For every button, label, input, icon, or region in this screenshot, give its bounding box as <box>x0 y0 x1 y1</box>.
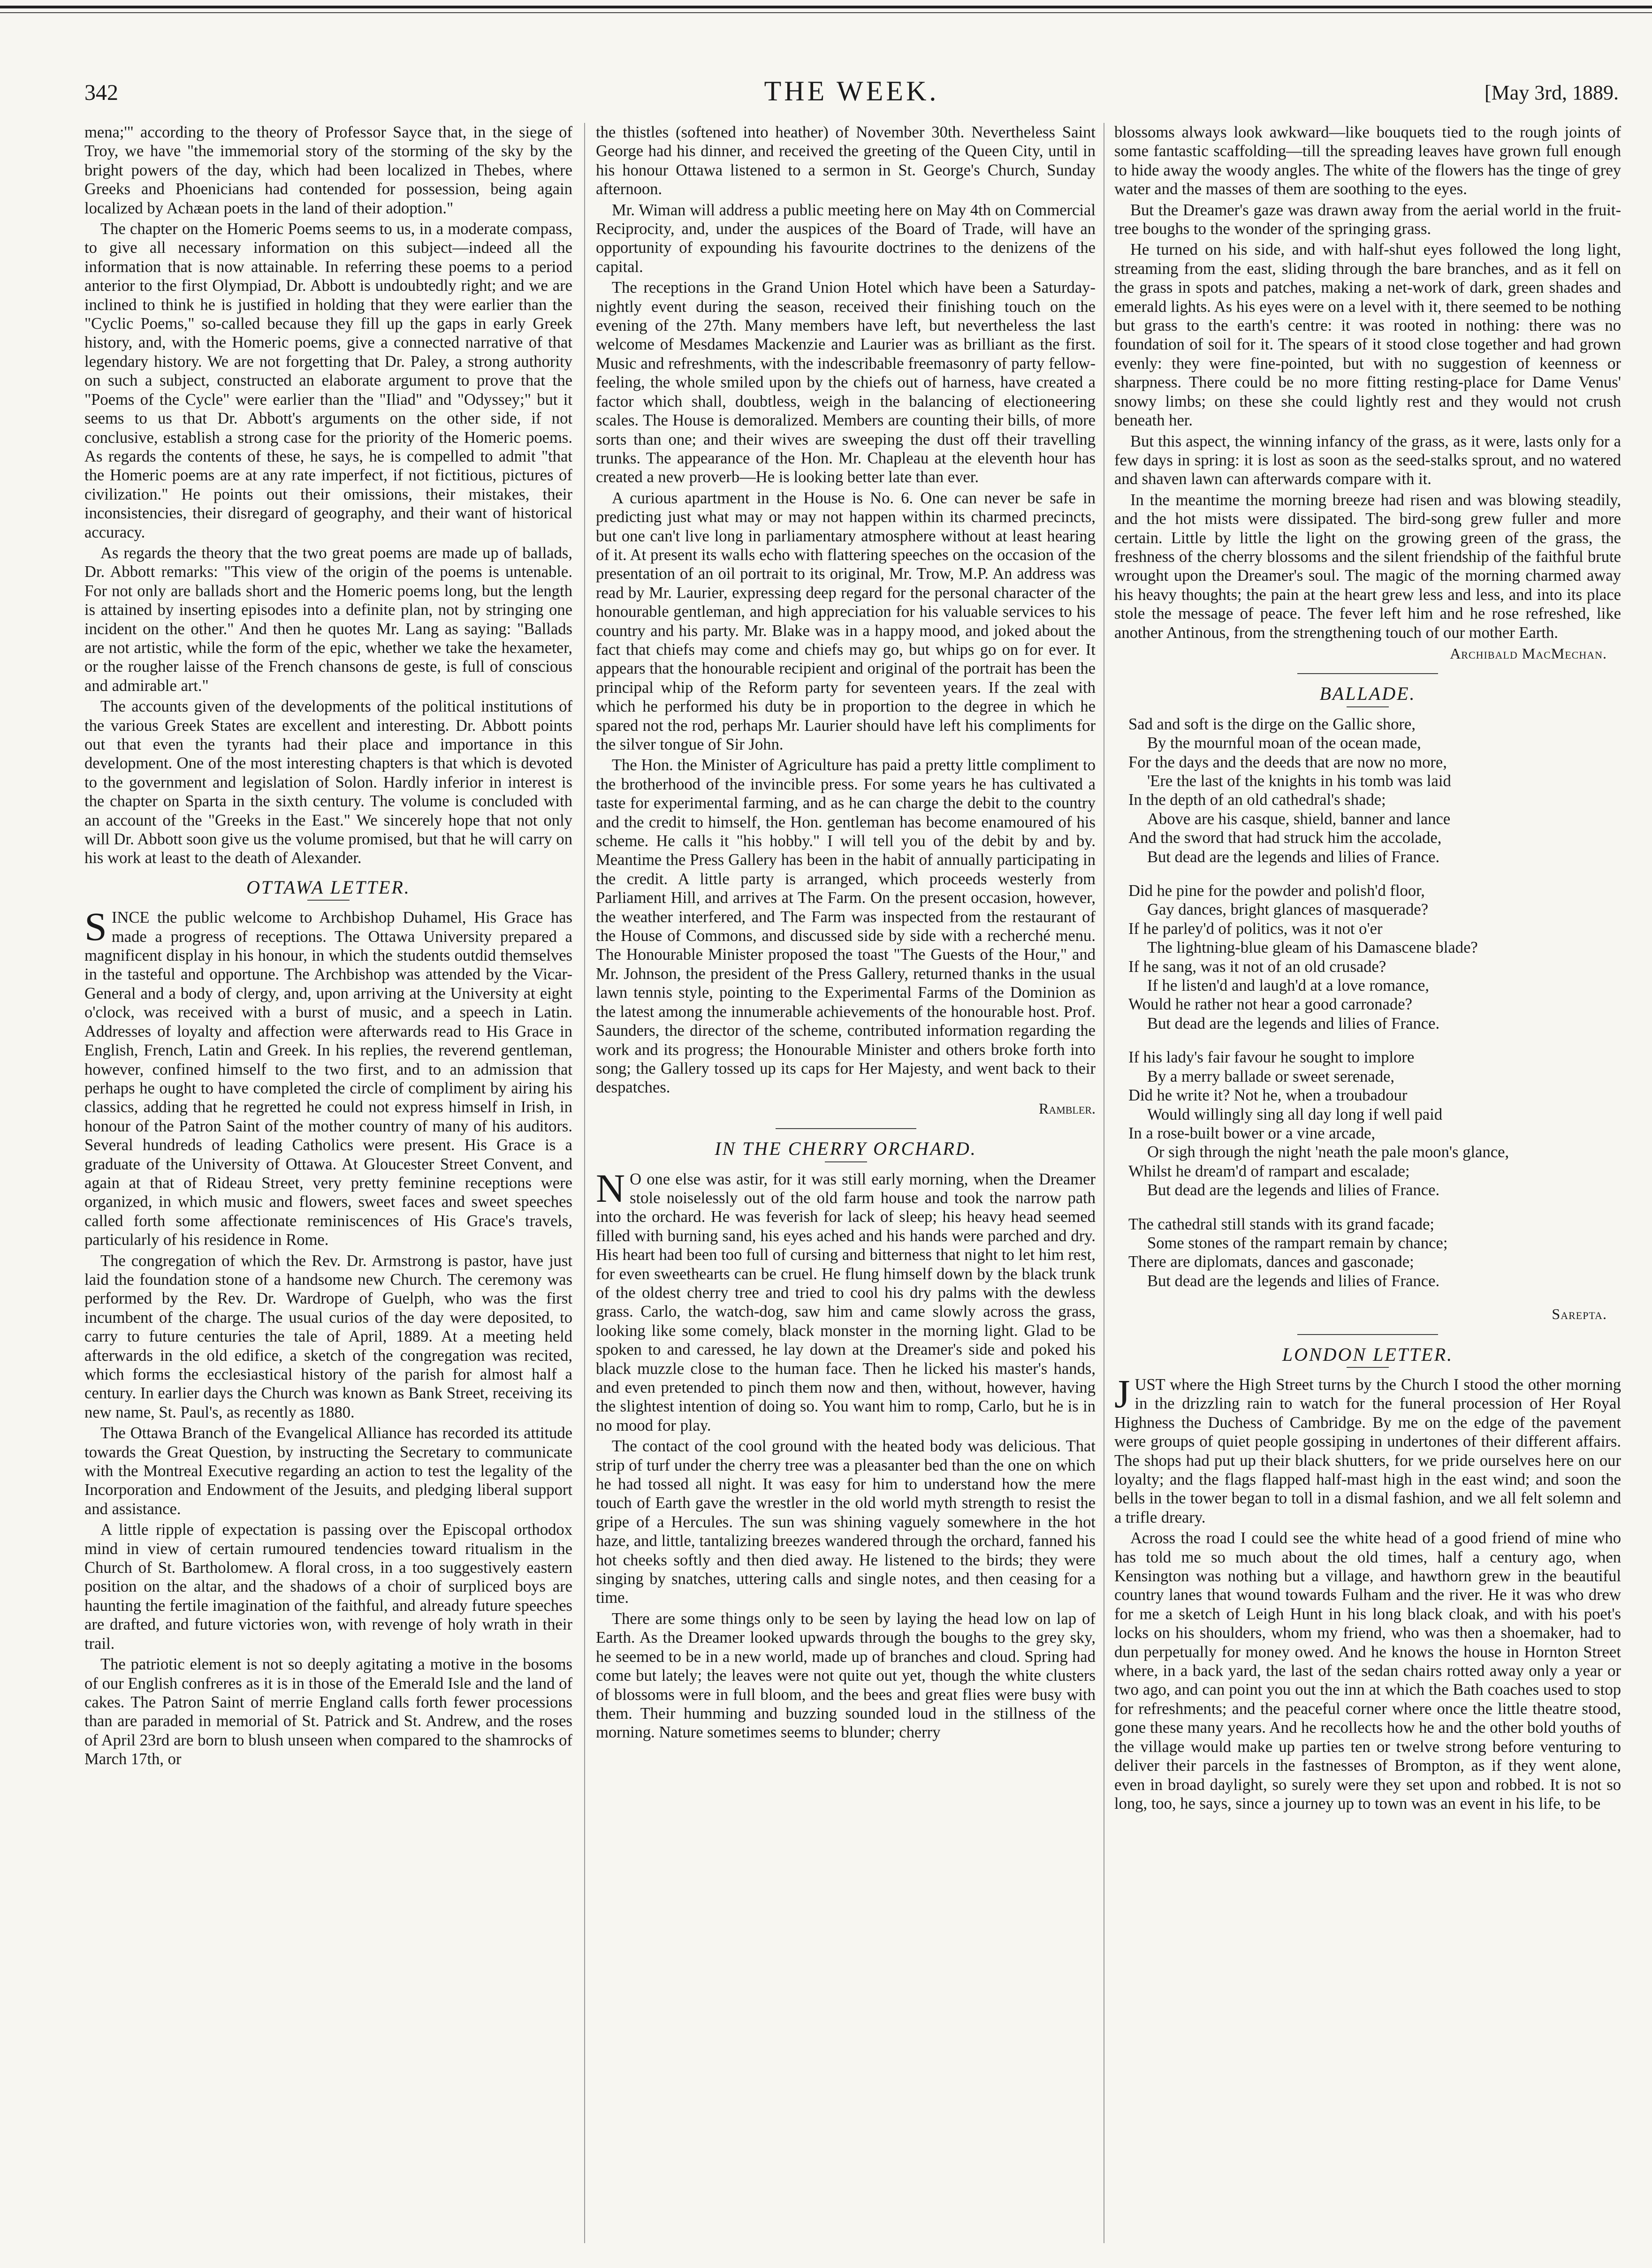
paragraph: The patriotic element is not so deeply agitating a motive in the bosoms of our English confreres as it is in those of the Emerald Isle and the land of cakes. The Patron Saint of merrie England calls forth fewer processions than are paraded in memorial of St. Patrick and St. Andrew, and the roses of April 23rd are born to blush unseen when compared to the shamrocks of March 17th, or <box>84 1655 572 1768</box>
cherry-orchard-title: IN THE CHERRY ORCHARD. <box>715 1138 977 1160</box>
poem-line: Sad and soft is the dirge on the Gallic shore, <box>1128 715 1416 733</box>
drop-cap: J <box>1114 1371 1130 1416</box>
poem-line: The cathedral still stands with its grand facade; <box>1128 1215 1434 1233</box>
poem-line: 'Ere the last of the knights in his tomb was laid <box>1147 772 1451 790</box>
poem-line: Gay dances, bright glances of masquerade? <box>1147 901 1429 919</box>
signature-rambler: Rambler. <box>1038 1100 1096 1117</box>
paragraph-text: O one else was astir, for it was still early morning, when the Dreamer stole noiselessly out of the old farm house and took the narrow path into the orchard. He was feverish for lack of sleep; his heavy head seemed filled with burning sand, his eyes ached and his hands were parched and dry. His heart had been too full of cursing and bitterness that night to let him rest, for even sweethearts can be cruel. He flung himself down by the black trunk of the oldest cherry tree and tried to cool his dry palms with the dewless grass. Carlo, the watch-dog, saw him and came slowly across the grass, looking like some comely, black monster in the morning light. Glad to be spoken to and caressed, he lay down at the Dreamer's side and poked his black muzzle close to the human face. Then he licked his master's hands, and even pretended to pinch them now and then, without, however, having the slightest intention of doing so. You want him to romp, Carlo, but he is in no mood for play. <box>596 1170 1096 1434</box>
title-rule <box>1347 1367 1389 1368</box>
issue-date: [May 3rd, 1889. <box>1485 81 1619 104</box>
top-border-rule <box>0 6 1652 8</box>
paragraph: blossoms always look awkward—like bouquets tied to the rough joints of some fantastic scaffolding—till the spreading leaves have grown full enough to hide away the woody angles. The white of the flowers has the tinge of grey water and the masses of them are soothing to the eyes. <box>1114 123 1621 198</box>
london-letter-title: LONDON LETTER. <box>1282 1343 1454 1365</box>
poem-line: If his lady's fair favour he sought to implore <box>1128 1048 1415 1067</box>
paragraph: Mr. Wiman will address a public meeting here on May 4th on Commercial Reciprocity, and, under the auspices of the Board of Trade, will have an opportunity of expounding his favourite doctrines to the denizens of the capital. <box>596 201 1096 276</box>
poem-line: By a merry ballade or sweet serenade, <box>1147 1067 1395 1085</box>
stanza <box>1128 881 1621 1033</box>
paragraph: The Hon. the Minister of Agriculture has paid a pretty little compliment to the brotherhood of the invincible press. For some years he has cultivated a taste for experimental farming, and as he can charge the debit to the country and the credit to himself, the Hon. gentleman has become enamoured of his scheme. He calls it "his hobby." I will tell you of the debit by and by. Meantime the Press Gallery has been in the habit of annually participating in the credit. A little party is arranged, which proceeds westerly from Parliament Hill, and arrives at The Farm. On the present occasion, however, the weather interfered, and The Farm was inspected from the restaurant of the House of Commons, and discussed side by side with a recherché menu. The Honourable Minister proposed the toast "The Guests of the Hour," and Mr. Johnson, the president of the Press Gallery, returned thanks in the usual lawn tennis style, pointing to the Experimental Farms of the Dominion as the latest among the innumerable achievements of the honourable host. Prof. Saunders, the director of the scheme, contributed information regarding the work and its progress; the Honourable Minister and others broke forth into song; the Gallery tossed up its caps for Her Majesty, and went back to their despatches. <box>596 756 1096 1097</box>
poem-line: The lightning-blue gleam of his Damascene blade? <box>1147 939 1478 957</box>
paragraph-text: INCE the public welcome to Archbishop Duhamel, His Grace has made a progress of receptions. The Ottawa University prepared a magnificent display in his honour, in which the students outdid themselves in the tasteful and opportune. The Archbishop was attended by the Vicar-General and a body of clergy, and, upon arriving at the University at eight o'clock, was received with a burst of music, and a speech in Latin. Addresses of loyalty and affection were afterwards read to His Grace in English, French, Latin and Greek. In his replies, the reverend gentleman, however, confined himself to the two first, and to an admission that perhaps he ought to have completed the circle of compliment by airing his classics, adding that he regretted he could not express himself in Irish, in honour of the Patron Saint of the mother country of many of his auditors. Several hundreds of leading Catholics were present. His Grace is a graduate of the University of Ottawa. At Gloucester Street Convent, and again at that of Rideau Street, very pretty feminine receptions were organized, in which music and flowers, sweet faces and sweet speeches called forth some affectionate reminiscences of His Grace's travels, particularly of his residence in Rome. <box>84 909 572 1249</box>
column-divider <box>584 123 585 2243</box>
poem-line: But dead are the legends and lilies of France. <box>1147 1272 1440 1290</box>
ottawa-letter-title: OTTAWA LETTER. <box>246 876 411 898</box>
title-rule <box>307 900 350 901</box>
column-2 <box>596 123 1096 2243</box>
paragraph: The accounts given of the developments of the political institutions of the various Greek States are excellent and interesting. Dr. Abbott points out that even the tyrants had their place and importance in this development. One of the most interesting chapters is that which is devoted to the government and legislation of Solon. Hardly inferior in interest is the chapter on Sparta in the sixth century. The volume is concluded with an account of the "Greeks in the East." We sincerely hope that not only will Dr. Abbott soon give us the volume promised, but that he will carry on his work at least to the death of Alexander. <box>84 698 572 867</box>
paragraph: He turned on his side, and with half-shut eyes followed the long light, streaming from the east, sliding through the bare branches, and as it fell on the grass in spots and patches, making a net-work of dark, green shades and emerald lights. As his eyes were on a level with it, there seemed to be nothing but grass to the earth's centre: it was rooted in nothing: there was no foundation of soil for it. The spears of it stood close together and had grown evenly: they were fine-pointed, but with no suggestion of keenness or sharpness. There could be no more fitting resting-place for Dame Venus' snowy limbs; on these she could lightly rest and they would not crush beneath her. <box>1114 241 1621 430</box>
column-1 <box>84 123 572 2243</box>
journal-title: THE WEEK. <box>764 76 939 106</box>
poem-line: By the mournful moan of the ocean made, <box>1147 734 1421 752</box>
paragraph: The contact of the cool ground with the heated body was delicious. That strip of turf under the cherry tree was a pleasanter bed than the one on which he had tossed all night. It was easy for him to understand how the mere touch of Earth gave the wrestler in the old world myth strength to resist the gripe of a Hercules. The sun was shining vaguely somewhere in the hot haze, and little, tantalizing breezes wandered through the orchard, fanned his hot cheeks softly and then died away. He listened to the birds; they were singing by snatches, uttering calls and single notes, and then ceasing for a time. <box>596 1437 1096 1607</box>
poem-line: Above are his casque, shield, banner and lance <box>1147 810 1451 828</box>
poem-line: Would willingly sing all day long if well paid <box>1147 1105 1443 1123</box>
poem-line: If he listen'd and laugh'd at a love romance, <box>1147 977 1430 995</box>
page-header <box>84 70 1619 122</box>
poem-line: There are diplomats, dances and gasconade; <box>1128 1253 1414 1271</box>
paragraph: The chapter on the Homeric Poems seems to us, in a moderate compass, to give all necessary information on this subject—indeed all the information that is now attainable. In referring these poems to a period anterior to the first Olympiad, Dr. Abbott is undoubtedly right; and we are inclined to think he is justified in holding that they were earlier than the "Cyclic Poems," so-called because they fill up the gaps in early Greek history, and, with the Homeric poems, give a connected narrative of that legendary history. We are not forgetting that Dr. Paley, a strong authority on such a subject, constructed an elaborate argument to prove that the "Poems of the Cycle" were earlier than the "Iliad" and "Odyssey;" but it seems to us that Dr. Abbott's arguments on the other side, if not conclusive, establish a strong case for the priority of the Homeric poems. As regards the contents of these, he says, he is compelled to admit "that the Homeric poems are at any rate imperfect, if not fictitious, pictures of civilization." He points out their omissions, their mistakes, their inconsistencies, their disregard of geography, and their want of historical accuracy. <box>84 220 572 541</box>
poem-line: For the days and the deeds that are now no more, <box>1128 753 1447 771</box>
poem-line: But dead are the legends and lilies of France. <box>1147 1181 1440 1199</box>
poem-line: Whilst he dream'd of rampart and escalade; <box>1128 1162 1410 1180</box>
section-rule <box>1297 673 1438 674</box>
signature-macmechan: Archibald MacMechan. <box>1450 645 1607 662</box>
paragraph: But the Dreamer's gaze was drawn away from the aerial world in the fruit-tree boughs to the wonder of the springing grass. <box>1114 201 1621 238</box>
signature-sarepta: Sarepta. <box>1552 1305 1607 1323</box>
poem-line: Would he rather not hear a good carronade? <box>1128 995 1412 1014</box>
drop-cap: S <box>84 904 107 949</box>
stanza <box>1128 1048 1621 1199</box>
poem-line: But dead are the legends and lilies of France. <box>1147 848 1440 866</box>
section-rule <box>776 1128 916 1129</box>
ballade-poem <box>1128 715 1621 1290</box>
poem-line: If he sang, was it not of an old crusade? <box>1128 957 1386 976</box>
section-rule <box>1297 1334 1438 1335</box>
poem-line: In a rose-built bower or a vine arcade, <box>1128 1124 1376 1142</box>
stanza <box>1128 715 1621 866</box>
column-3 <box>1114 123 1621 2243</box>
paragraph: mena;'" according to the theory of Professor Sayce that, in the siege of Troy, we have "the immemorial story of the storming of the sky by the bright powers of the day, which had been localized in Thebes, where Greeks and Phoenicians had contended for possession, being again localized by Achæan poets in the land of their adoption." <box>84 123 572 217</box>
paragraph: There are some things only to be seen by laying the head low on lap of Earth. As the Dreamer looked upwards through the boughs to the grey sky, he seemed to be in a new world, made up of branches and cloud. Spring had come but lately; the leaves were not quite out yet, though the white clusters of blossoms were in full bloom, and the bees and great flies were busy with them. Their humming and buzzing sounded loud in the stillness of the morning. Nature sometimes seems to blunder; cherry <box>596 1609 1096 1742</box>
paragraph: Across the road I could see the white head of a good friend of mine who has told me so much about the old times, half a century ago, when Kensington was nothing but a village, and hawthorn grew in the beautiful country lanes that wound towards Fulham and the river. He it was who drew for me a sketch of Leigh Hunt in his long black cloak, and with his poet's locks on his shoulders, whom my friend, who was then a shoemaker, had to dun perpetually for money owed. And he knows the house in Hornton Street where, in a back yard, the last of the sedan chairs rotted away only a year or two ago, and can point you out the inn at which the Bath coaches used to stop for refreshments; and the peaceful corner where once the little theatre stood, gone these many years. And he recollects how he and the other bold youths of the village would make up parties ten or twelve strong before venturing to deliver their parcels in the fastnesses of Brompton, as if they went alone, even in broad daylight, so surely were they set upon and robbed. It is not so long, too, he says, since a journey up to town was an event in his life, to be <box>1114 1529 1621 1813</box>
paragraph: The receptions in the Grand Union Hotel which have been a Saturday-nightly event during the season, received their finishing touch on the evening of the 27th. Many members have left, but nevertheless the last welcome of Mesdames Mackenzie and Laurier was as brilliant as the first. Music and refreshments, with the indescribable freemasonry of party fellow-feeling, the whole smiled upon by the chiefs out of harness, have created a factor which shall, doubtless, weigh in the balancing of electioneering scales. The House is demoralized. Members are counting their bills, of more sorts than one; and their wives are sweeping the dust off their travelling trunks. The appearance of the Hon. Mr. Chapleau at the eleventh hour has created a new proverb—He is looking better late than ever. <box>596 279 1096 486</box>
poem-line: Did he pine for the powder and polish'd floor, <box>1128 882 1425 900</box>
page-number: 342 <box>84 80 118 105</box>
paragraph <box>1114 1371 1621 1527</box>
poem-line: In the depth of an old cathedral's shade; <box>1128 791 1386 809</box>
paragraph: But this aspect, the winning infancy of the grass, as it were, lasts only for a few days in spring: it is lost as soon as the seed-stalks sprout, and no watered and shaven lawn can afterwards compare with it. <box>1114 432 1621 488</box>
top-border-rule-thin <box>0 12 1652 13</box>
poem-line: Some stones of the rampart remain by chance; <box>1147 1234 1448 1252</box>
poem-line: But dead are the legends and lilies of France. <box>1147 1014 1440 1032</box>
poem-line: Or sigh through the night 'neath the pale moon's glance, <box>1147 1143 1509 1161</box>
poem-line: If he parley'd of politics, was it not o'er <box>1128 919 1383 938</box>
paragraph-text: UST where the High Street turns by the Church I stood the other morning in the drizzling rain to watch for the funeral procession of Her Royal Highness the Duchess of Cambridge. By me on the edge of the pavement were groups of quiet people gossiping in undertones of their different affairs. The shops had put up their black shutters, for we pride ourselves here on our loyalty; and the flags flapped half-mast high in the east wind; and soon the bells in the tower began to toll in a dismal fashion, and we all felt solemn and a trifle dreary. <box>1114 1375 1621 1526</box>
drop-cap: N <box>596 1165 625 1211</box>
paragraph <box>596 1165 1096 1435</box>
poem-line: Did he write it? Not he, when a troubadour <box>1128 1086 1408 1105</box>
paragraph: As regards the theory that the two great poems are made up of ballads, Dr. Abbott remarks: "This view of the origin of the poems is untenable. For not only are ballads short and the Homeric poems long, but the length is attained by inserting episodes into a definite plan, not by stringing one incident on the other." And then he quotes Mr. Lang as saying: "Ballads are not artistic, while the form of the epic, whether we take the hexameter, or the rougher laisse of the French chansons de geste, is full of conscious and admirable art." <box>84 544 572 695</box>
paragraph: The congregation of which the Rev. Dr. Armstrong is pastor, have just laid the foundation stone of a handsome new Church. The ceremony was performed by the Rev. Dr. Wardrope of Guelph, who was the first incumbent of the charge. The usual curios of the day were deposited, to carry to future centuries the tale of April, 1889. At a meeting held afterwards in the old edifice, a sketch of the congregation was recited, which forms the ecclesiastical history of the parish for almost half a century. In earlier days the Church was known as Bank Street, receiving its new name, St. Paul's, as recently as 1880. <box>84 1252 572 1421</box>
title-rule <box>1347 706 1389 707</box>
paragraph: the thistles (softened into heather) of November 30th. Nevertheless Saint George had his dinner, and received the greeting of the Queen City, until in his honour Ottawa listened to a sermon in St. George's Church, Sunday afternoon. <box>596 123 1096 198</box>
paragraph: A little ripple of expectation is passing over the Episcopal orthodox mind in view of certain rumoured tendencies toward ritualism in the Church of St. Bartholomew. A floral cross, in a too suggestively eastern position on the altar, and the shadows of a choir of surpliced boys are haunting the fertile imagination of the faithful, and already future speeches are drafted, and future victories won, with revenge of holy wrath in their trail. <box>84 1521 572 1653</box>
title-rule <box>825 1161 867 1162</box>
paragraph: In the meantime the morning breeze had risen and was blowing steadily, and the hot mists were dissipated. The bird-song grew fuller and more certain. Little by little the light on the growing green of the grass, the freshness of the cherry blossoms and the silent friendship of the faithful brute wrought upon the Dreamer's soul. The magic of the morning charmed away his heavy thoughts; the pain at the heart grew less and less, and into its place stole the message of peace. The fever left him and he rose refreshed, like another Antinous, from the strengthening touch of our mother Earth. <box>1114 491 1621 642</box>
poem-line: And the sword that had struck him the accolade, <box>1128 829 1442 847</box>
envoi <box>1128 1215 1621 1291</box>
paragraph <box>84 904 572 1249</box>
paragraph: A curious apartment in the House is No. 6. One can never be safe in predicting just what may or may not happen within its charmed precincts, but one can't live long in parliamentary atmosphere without at least hearing of it. At present its walls echo with flattering speeches on the occasion of the presentation of an oil portrait to its original, Mr. Trow, M.P. An address was read by Mr. Laurier, expressing deep regard for the personal character of the honourable gentleman, and high appreciation for his valuable services to his country and his party. Mr. Blake was in a happy mood, and joked about the fact that chiefs may come and chiefs may go, but whips go on for ever. It appears that the honourable recipient and original of the portrait has been the principal whip of the Reform party for seventeen years. If the zeal with which he performed his duty be in proportion to the degree in which he spared not the rod, perhaps Mr. Laurier should have left his compliments for the silver tongue of Sir John. <box>596 489 1096 753</box>
ballade-title: BALLADE. <box>1319 683 1416 705</box>
paragraph: The Ottawa Branch of the Evangelical Alliance has recorded its attitude towards the Great Question, by instructing the Secretary to communicate with the Montreal Executive regarding an action to test the legality of the Incorporation and Endowment of the Jesuits, and pledging liberal support and assistance. <box>84 1424 572 1518</box>
